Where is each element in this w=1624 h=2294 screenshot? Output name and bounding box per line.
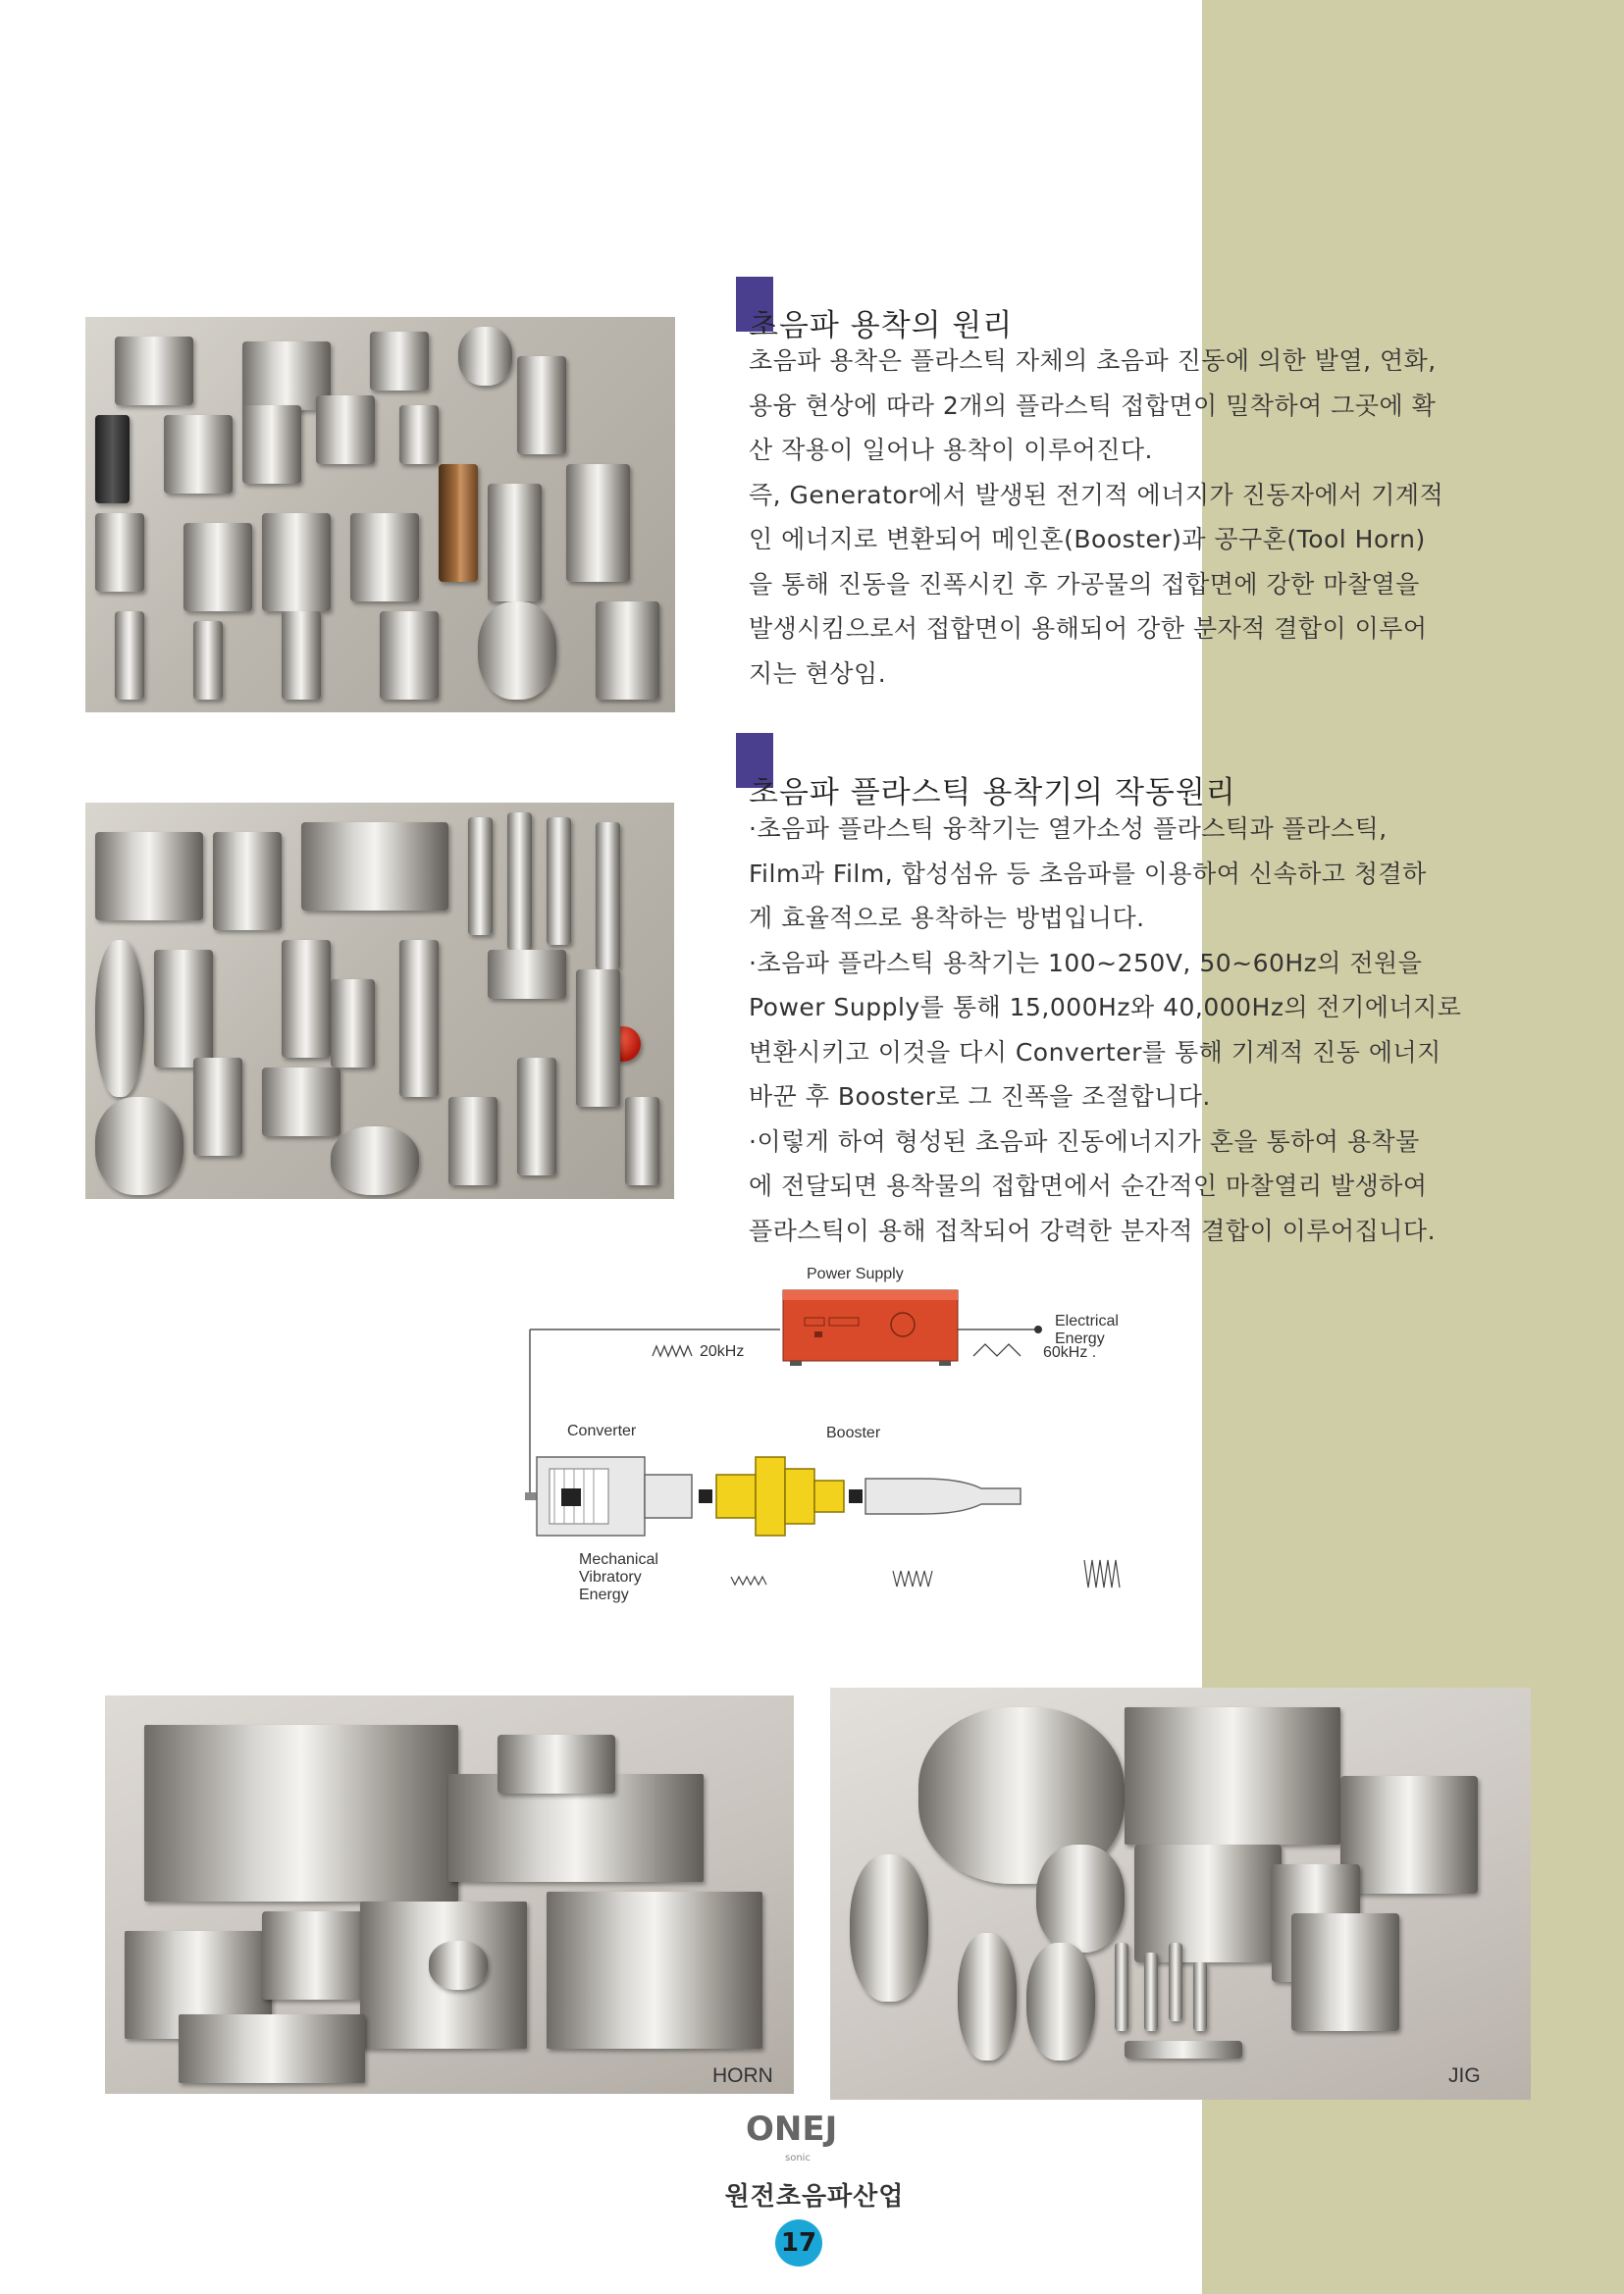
horn-assortment-photo-1 (85, 317, 675, 712)
section1-body (749, 339, 1443, 696)
horn-photo (105, 1695, 794, 2094)
converter-label: Converter (567, 1423, 637, 1439)
electrical-energy-label-1: Electrical (1055, 1313, 1119, 1329)
logo-subtext: sonic (785, 2153, 811, 2164)
power-supply-unit (783, 1290, 958, 1366)
section1-line: 을 통해 진동을 진폭시킨 후 가공물의 접합면에 강한 마찰열을 (749, 569, 1420, 599)
section2-line: Power Supply를 통해 15,000Hz와 40,000Hz의 전기에너지로 (749, 993, 1462, 1021)
section2-line: 게 효율적으로 용착하는 방법입니다. (749, 904, 1145, 932)
ultrasonic-system-diagram (510, 1261, 1168, 1624)
section1-line: 산 작용이 일어나 용착이 이루어진다. (749, 436, 1153, 464)
section2-line: 플라스틱이 용해 접착되어 강력한 분자적 결합이 이루어집니다. (749, 1216, 1437, 1245)
horn-caption: HORN (712, 2064, 773, 2087)
section2-line: ·초음파 플라스틱 융착기는 열가소성 플라스틱과 플라스틱, (749, 814, 1388, 843)
jig-caption: JIG (1448, 2064, 1481, 2087)
freq-20khz-label: 20kHz (700, 1343, 745, 1360)
horn-unit (865, 1479, 1021, 1514)
company-name: 원전초음파산업 (724, 2182, 905, 2212)
section2-line: 변환시키고 이것을 다시 Converter를 통해 기계적 진동 에너지 (749, 1037, 1441, 1067)
section1-line: 초음파 용착은 플라스틱 자체의 초음파 진동에 의한 발열, 연화, (749, 346, 1437, 375)
section1-line: 발생시킴으로서 접합면이 용해되어 강한 분자적 결합이 이루어 (749, 614, 1428, 643)
freq-60khz-label: 60kHz . (1043, 1344, 1097, 1361)
section1-line: 용융 현상에 따라 2개의 플라스틱 접합면이 밀착하여 그곳에 확 (749, 391, 1437, 420)
section2-line: 바꾼 후 Booster로 그 진폭을 조절합니다. (749, 1082, 1211, 1111)
section1-title: 초음파 용착의 원리 (749, 308, 1014, 343)
converter-unit (525, 1457, 692, 1536)
jig-photo (830, 1688, 1531, 2100)
booster-label: Booster (826, 1425, 881, 1441)
section1-line: 지는 현상임. (749, 658, 887, 688)
company-logo (746, 2110, 854, 2170)
booster-unit (716, 1457, 844, 1536)
section2-line: ·이렇게 하여 형성된 초음파 진동에너지가 혼을 통하여 용착물 (749, 1126, 1420, 1156)
page-number-badge: 17 (775, 2219, 822, 2267)
mechanical-energy-label-3: Energy (579, 1587, 629, 1603)
section2-line: Film과 Film, 합성섬유 등 초음파를 이용하여 신속하고 청결하 (749, 859, 1427, 888)
section1-line: 인 에너지로 변환되어 메인혼(Booster)과 공구혼(Tool Horn) (749, 525, 1426, 553)
horn-assortment-photo-2 (85, 803, 674, 1199)
mechanical-energy-label-2: Vibratory (579, 1569, 642, 1586)
mechanical-energy-label-1: Mechanical (579, 1551, 658, 1568)
section2-line: 에 전달되면 용착물의 접합면에서 순간적인 마찰열리 발생하여 (749, 1172, 1428, 1200)
power-supply-label: Power Supply (807, 1266, 904, 1282)
section2-title: 초음파 플라스틱 용착기의 작동원리 (749, 775, 1236, 810)
section1-line: 즉, Generator에서 발생된 전기적 에너지가 진동자에서 기계적 (749, 480, 1444, 509)
electrical-energy-label-2: Energy (1055, 1330, 1105, 1347)
section2-line: ·초음파 플라스틱 용착기는 100~250V, 50~60Hz의 전원을 (749, 948, 1423, 977)
logo-wordmark: ONEJ (746, 2110, 838, 2149)
section2-body (749, 807, 1461, 1253)
